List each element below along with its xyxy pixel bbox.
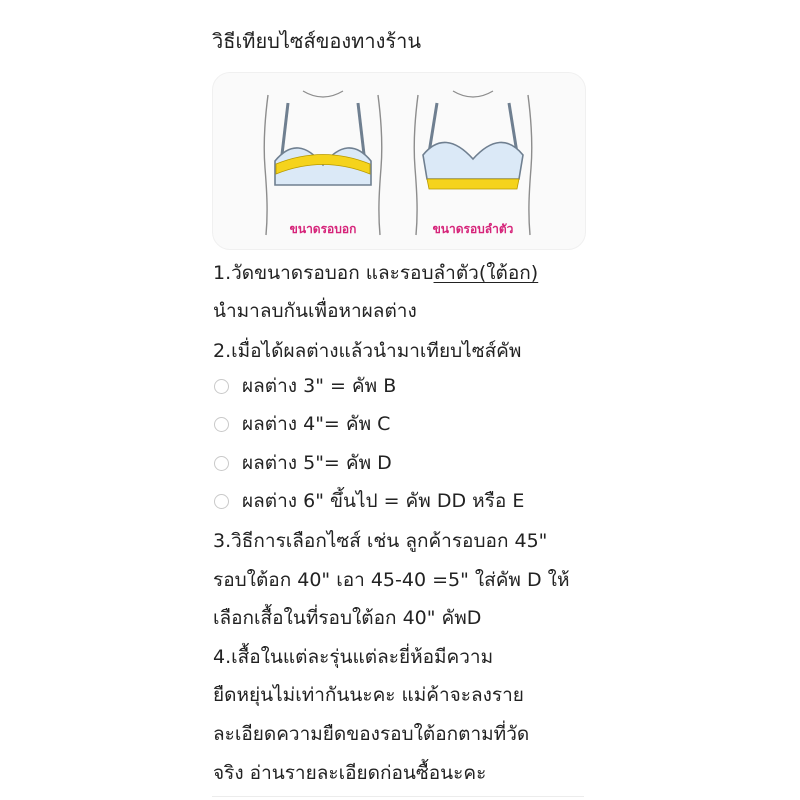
- step1-line1: [213, 254, 538, 292]
- cup-option-label: ผลต่าง 3" = คัพ B: [242, 375, 397, 397]
- step4-line1: 4.เสื้อในแต่ละรุ่นแต่ละยี่ห้อมีความ: [213, 646, 494, 668]
- radio-icon[interactable]: [214, 494, 229, 509]
- step4-line2: ยืดหยุ่นไม่เท่ากันนะคะ แม่ค้าจะลงราย: [213, 684, 524, 706]
- cup-option-d[interactable]: [214, 444, 392, 482]
- cup-option-label: ผลต่าง 4"= คัพ C: [242, 413, 391, 435]
- cup-option-label: ผลต่าง 5"= คัพ D: [242, 452, 392, 474]
- measurement-illustration-svg: [213, 73, 585, 249]
- measurement-illustration: [212, 72, 586, 250]
- bust-figure: [264, 91, 382, 236]
- step1-prefix: 1.วัดขนาดรอบอก และรอบ: [213, 262, 434, 284]
- step2-text: 2.เมื่อได้ผลต่างแล้วนำมาเทียบไซส์คัพ: [213, 340, 522, 362]
- cup-option-dd-e[interactable]: [214, 482, 524, 520]
- underbust-label: ขนาดรอบลำตัว: [432, 222, 514, 236]
- underbust-tape: [427, 179, 519, 189]
- radio-icon[interactable]: [214, 379, 229, 394]
- step4-line4: จริง อ่านรายละเอียดก่อนซื้อนะคะ: [213, 762, 487, 784]
- step3-line3: เลือกเสื้อในที่รอบใต้อก 40" คัพD: [213, 607, 482, 629]
- underbust-figure: [414, 91, 532, 236]
- bottom-divider: [212, 796, 584, 797]
- step1-line2: นำมาลบกันเพื่อหาผลต่าง: [213, 300, 417, 322]
- cup-option-b[interactable]: [214, 367, 396, 405]
- step4-line3: ละเอียดความยืดของรอบใต้อกตามที่วัด: [213, 723, 530, 745]
- cup-option-label: ผลต่าง 6" ขึ้นไป = คัพ DD หรือ E: [242, 490, 525, 512]
- step1-underlined: ลำตัว(ใต้อก): [433, 262, 539, 284]
- bust-label: ขนาดรอบอก: [289, 222, 357, 236]
- radio-icon[interactable]: [214, 417, 229, 432]
- page-title: วิธีเทียบไซส์ของทางร้าน: [212, 29, 421, 53]
- step3-line2: รอบใต้อก 40" เอา 45-40 =5" ใส่คัพ D ให้: [213, 569, 570, 591]
- step3-line1: 3.วิธีการเลือกไซส์ เช่น ลูกค้ารอบอก 45": [213, 530, 548, 552]
- radio-icon[interactable]: [214, 456, 229, 471]
- cup-option-c[interactable]: [214, 405, 390, 443]
